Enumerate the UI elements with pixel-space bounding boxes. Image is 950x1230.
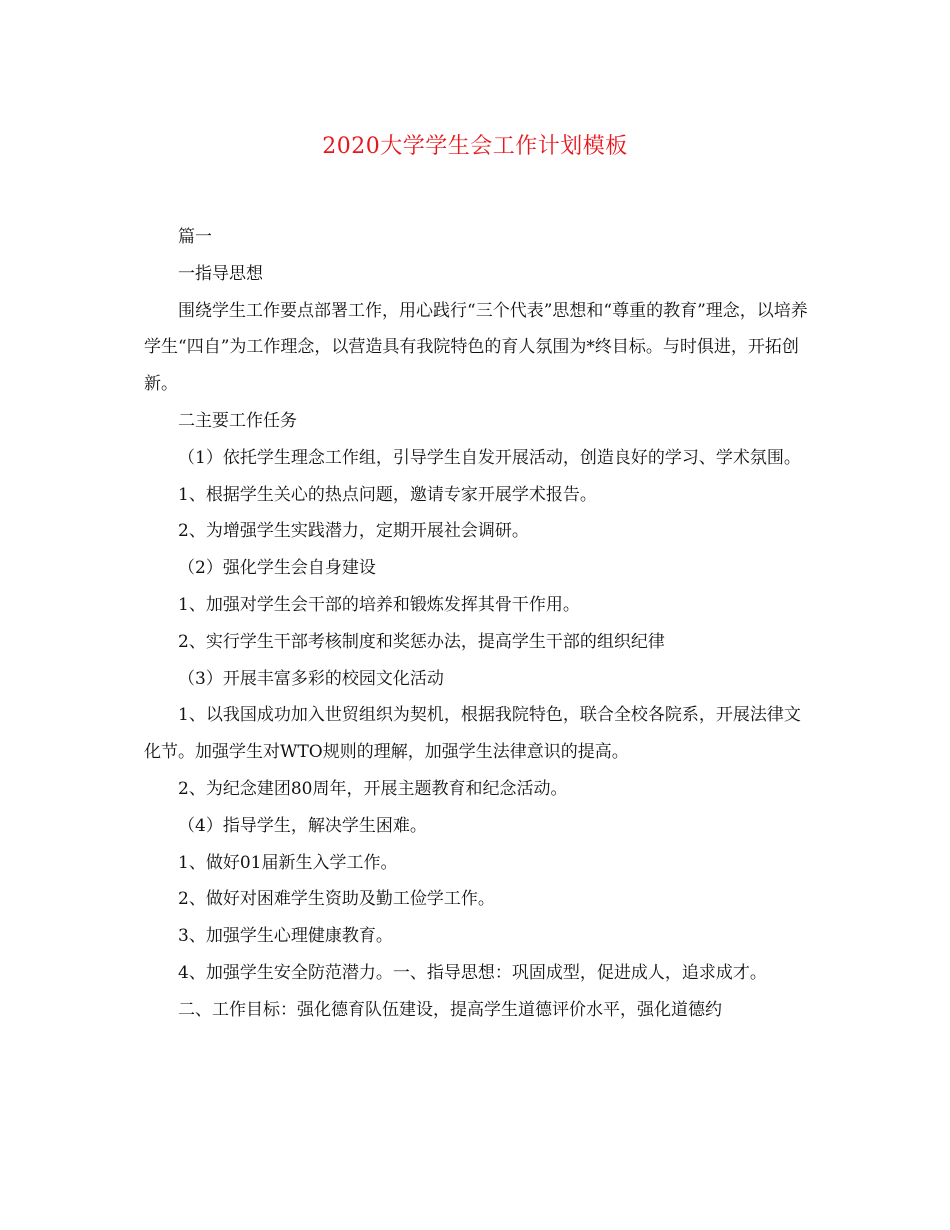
document-body [144,219,808,1029]
paragraph: （1）依托学生理念工作组，引导学生自发开展活动，创造良好的学习、学术氛围。 [178,447,801,468]
paragraph: 二、工作目标：强化德育队伍建设，提高学生道德评价水平，强化道德约 [178,999,722,1020]
paragraph: （3）开展丰富多彩的校园文化活动 [178,668,444,689]
list-item: 2、实行学生干部考核制度和奖惩办法，提高学生干部的组织纪律 [178,631,665,652]
paragraph: 围绕学生工作要点部署工作，用心践行“三个代表”思想和“尊重的教育”理念，以培养学生“四自”为工作理念，以营造具有我院特色的育人氛围为*终目标。与时俱进，开拓创新。 [144,300,808,395]
list-item: 3、加强学生心理健康教育。 [178,926,393,947]
document-title: 2020大学学生会工作计划模板 [322,134,628,159]
section-heading: 二主要工作任务 [178,410,297,431]
paragraph: （2）强化学生会自身建设 [178,558,376,579]
paragraph: （4）指导学生，解决学生困难。 [178,815,427,836]
list-item: 1、根据学生关心的热点问题，邀请专家开展学术报告。 [178,484,597,505]
list-item: 2、为增强学生实践潜力，定期开展社会调研。 [178,521,529,542]
list-item: 1、加强对学生会干部的培养和锻炼发挥其骨干作用。 [178,594,580,615]
list-item: 1、做好01届新生入学工作。 [178,852,398,873]
list-item: 2、做好对困难学生资助及勤工俭学工作。 [178,889,495,910]
list-item: 1、以我国成功加入世贸组织为契机，根据我院特色，联合全校各院系，开展法律文化节。加强学生对WTO规则的理解，加强学生法律意识的提高。 [144,705,801,763]
section-heading: 一指导思想 [178,263,263,284]
list-item: 4、加强学生安全防范潜力。一、指导思想：巩固成型，促进成人，追求成才。 [178,962,767,983]
paragraph: 篇一 [178,227,212,247]
list-item: 2、为纪念建团80周年，开展主题教育和纪念活动。 [178,778,568,799]
